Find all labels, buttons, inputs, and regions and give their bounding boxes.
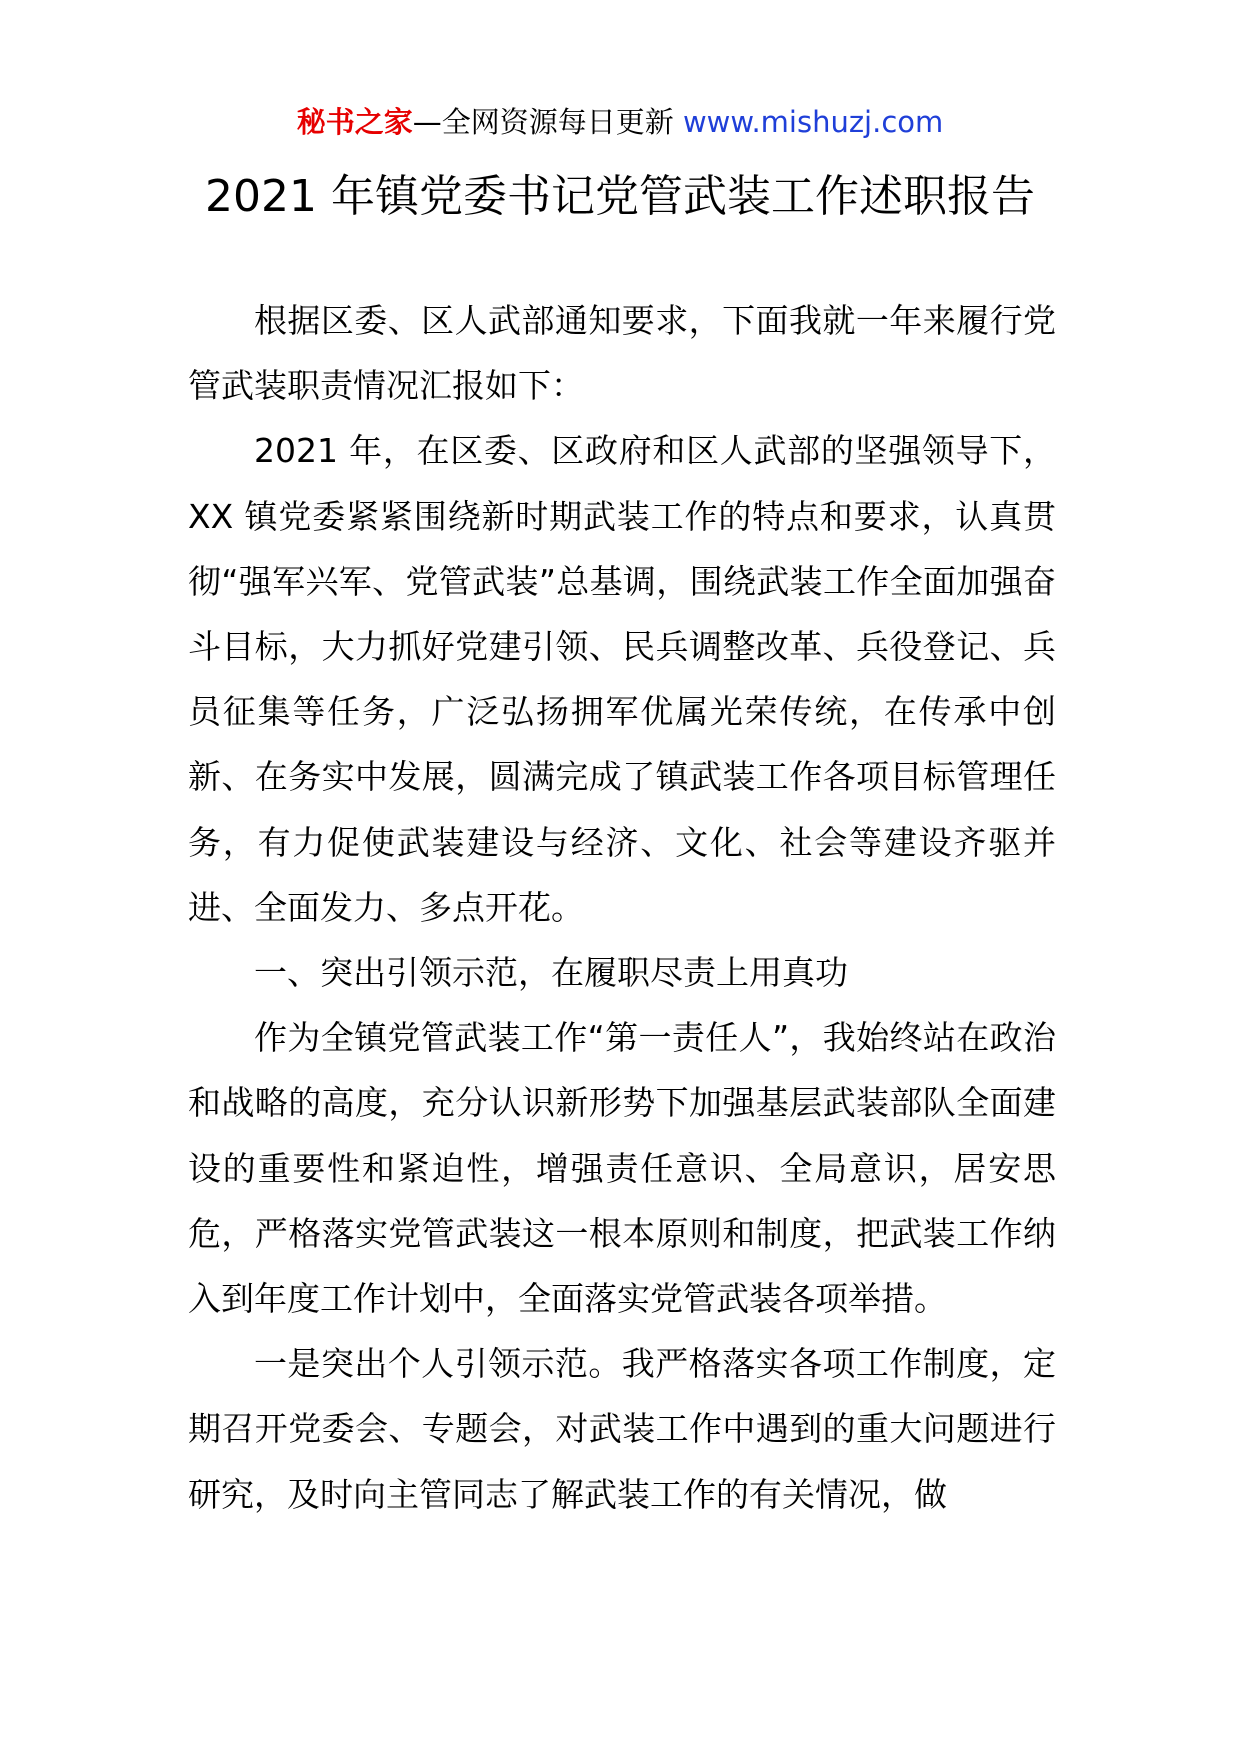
header-slogan: —全网资源每日更新	[412, 105, 683, 139]
site-header	[0, 102, 1240, 142]
summary-paragraph: 2021 年，在区委、区政府和区人武部的坚强领导下，XX 镇党委紧紧围绕新时期武装工作的特点和要求，认真贯彻“强军兴军、党管武装”总基调，围绕武装工作全面加强奋斗目标，大力抓好党建引领、民兵调整改革、兵役登记、兵员征集等任务，广泛弘扬拥军优属光荣传统，在传承中创新、在务实中发展，圆满完成了镇武装工作各项目标管理任务，有力促使武装建设与经济、文化、社会等建设齐驱并进、全面发力、多点开花。	[188, 431, 1056, 927]
section-heading: 一、突出引领示范，在履职尽责上用真功	[254, 953, 848, 993]
body-paragraph: 一是突出个人引领示范。我严格落实各项工作制度，定期召开党委会、专题会，对武装工作中遇到的重大问题进行研究，及时向主管同志了解武装工作的有关情况，做	[188, 1344, 1056, 1514]
site-url-link[interactable]: www.mishuzj.com	[682, 105, 944, 139]
document-title: 2021 年镇党委书记党管武装工作述职报告	[205, 171, 1035, 222]
brand-name: 秘书之家	[296, 105, 413, 139]
body-paragraph: 作为全镇党管武装工作“第一责任人”，我始终站在政治和战略的高度，充分认识新形势下加强基层武装部队全面建设的重要性和紧迫性，增强责任意识、全局意识，居安思危，严格落实党管武装这一根本原则和制度，把武装工作纳入到年度工作计划中，全面落实党管武装各项举措。	[188, 1018, 1056, 1319]
document-body	[188, 288, 1056, 1527]
intro-paragraph: 根据区委、区人武部通知要求，下面我就一年来履行党管武装职责情况汇报如下：	[188, 301, 1056, 406]
